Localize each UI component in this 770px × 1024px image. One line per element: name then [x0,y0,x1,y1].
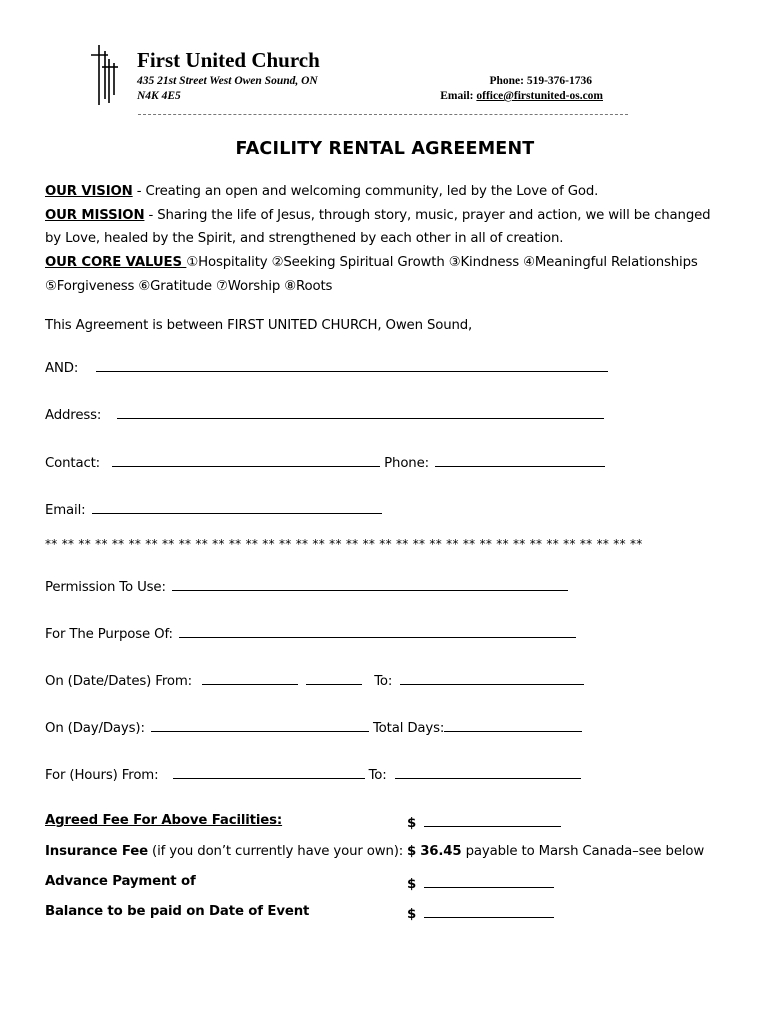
address-row [45,405,604,423]
hours-from-label: For (Hours) From: [45,768,159,783]
letterhead-divider [138,114,628,115]
insurance-label-bold: Insurance Fee [45,844,148,859]
purpose-label: For The Purpose Of: [45,627,173,642]
contact-field[interactable] [112,453,380,467]
dates-from-field[interactable] [202,671,298,685]
church-email-line [440,90,603,102]
values-line-2: ⑤Forgiveness ⑥Gratitude ⑦Worship ⑧Roots [45,279,333,294]
balance-field[interactable] [424,904,554,918]
core-values [45,255,698,270]
church-phone: Phone: 519-376-1736 [489,75,592,87]
dates-row [45,671,584,689]
hours-to-field[interactable] [395,765,581,779]
permission-field[interactable] [172,577,568,591]
and-field[interactable] [96,358,608,372]
total-days-label: Total Days: [372,721,445,736]
dates-to-label: To: [374,674,393,689]
hours-from-field[interactable] [173,765,365,779]
email-field[interactable] [92,500,382,514]
mission-text-2: by Love, healed by the Spirit, and strengthened by each other in all of creation. [45,231,564,246]
mission-text-1: - Sharing the life of Jesus, through story, music, prayer and action, we will be changed [144,208,711,223]
purpose-field[interactable] [179,624,576,638]
mission-statement [45,208,710,223]
dates-to-field[interactable] [400,671,584,685]
hours-row [45,765,581,783]
days-row [45,718,582,736]
address-line-2: N4K 4E5 [137,90,181,102]
address-line-1: 435 21st Street West Owen Sound, ON [137,75,318,87]
address-field[interactable] [117,405,604,419]
values-label: OUR CORE VALUES [45,255,187,270]
dates-from-label: On (Date/Dates) From: [45,674,192,689]
and-label: AND: [45,361,79,376]
days-label: On (Day/Days): [45,721,145,736]
and-row [45,358,608,376]
balance-label: Balance to be paid on Date of Event [45,904,310,919]
permission-label: Permission To Use: [45,580,166,595]
email-label: Email: [45,503,86,518]
contact-row [45,453,605,471]
vision-statement [45,184,598,199]
phone-field[interactable] [435,453,605,467]
document-title: FACILITY RENTAL AGREEMENT [235,139,535,159]
agreed-fee-label: Agreed Fee For Above Facilities: [45,813,283,828]
hours-to-label: To: [368,768,387,783]
insurance-amount-row [407,844,704,859]
days-field[interactable] [151,718,369,732]
insurance-amount: 36.45 [420,844,462,859]
address-label: Address: [45,408,102,423]
permission-row [45,577,568,595]
church-email-label: Email: [440,90,477,102]
agreed-fee-field[interactable] [424,813,561,827]
insurance-label-rest: (if you don’t currently have your own): [147,844,404,859]
vision-label: OUR VISION [45,184,133,199]
church-email-link[interactable]: office@firstunited-os.com [476,90,603,102]
insurance-currency: $ [407,844,417,859]
agreed-fee-row [407,813,561,831]
insurance-row [45,844,403,859]
section-separator: ** ** ** ** ** ** ** ** ** ** ** ** ** ** ** ** ** ** ** ** ** ** ** ** ** ** ** ** ** ** ** ** ** ** ** ** [45,537,643,551]
agreement-intro: This Agreement is between FIRST UNITED CHURCH, Owen Sound, [45,318,473,333]
vision-text: - Creating an open and welcoming community, led by the Love of God. [132,184,599,199]
agreed-fee-currency: $ [407,816,417,831]
insurance-note: payable to Marsh Canada–see below [461,844,705,859]
balance-currency: $ [407,907,417,922]
phone-label: Phone: [384,456,429,471]
purpose-row [45,624,576,642]
total-days-field[interactable] [444,718,582,732]
values-line-1: ①Hospitality ②Seeking Spiritual Growth ③Kindness ④Meaningful Relationships [186,255,698,270]
dates-from-field-2[interactable] [306,671,362,685]
church-name: First United Church [137,48,320,72]
balance-row [407,904,554,922]
email-row [45,500,382,518]
contact-label: Contact: [45,456,101,471]
mission-label: OUR MISSION [45,208,145,223]
advance-currency: $ [407,877,417,892]
three-crosses-icon [88,43,124,107]
advance-payment-row [407,874,554,892]
advance-payment-label: Advance Payment of [45,874,196,889]
advance-payment-field[interactable] [424,874,554,888]
